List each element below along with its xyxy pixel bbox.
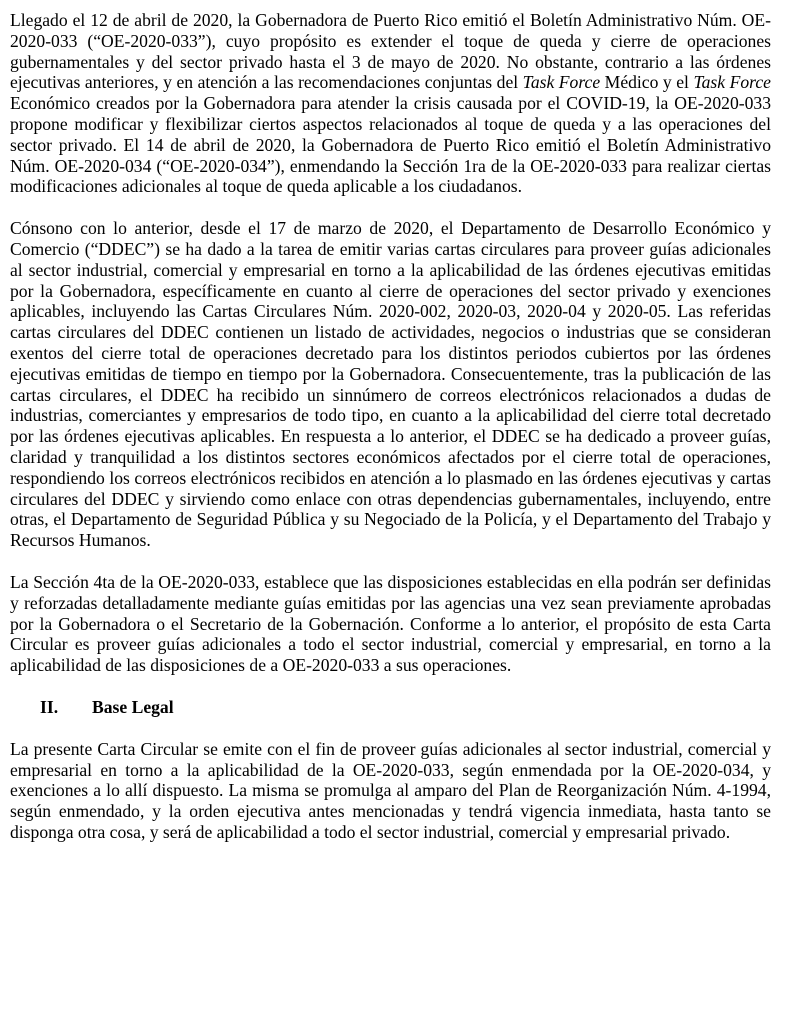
section-title: Base Legal	[92, 696, 174, 717]
paragraph-4: La presente Carta Circular se emite con el fin de proveer guías adicionales al sector industrial, comercial y empresarial en torno a la aplicabilidad de la OE-2020-033, según enmendada por la OE-2020-034, y exenciones a lo allí dispuesto. La misma se promulga al amparo del Plan de Reorganización Núm. 4-1994, según enmendado, y la orden ejecutiva antes mencionadas y tendrá vigencia inmediata, hasta tanto se disponga otra cosa, y será de aplicabilidad a todo el sector industrial, comercial y empresarial privado.	[10, 738, 771, 842]
paragraph-1-text-c: Económico creados por la Gobernadora para atender la crisis causada por el COVID-19, la OE-2020-033 propone modificar y flexibilizar ciertos aspectos relacionados al toque de queda y a las operaciones del sector privado. El 14 de abril de 2020, la Gobernadora de Puerto Rico emitió el Boletín Administrativo Núm. OE-2020-034 (“OE-2020-034”), enmendando la Sección 1ra de la OE-2020-033 para realizar ciertas modificaciones adicionales al toque de queda aplicable a los ciudadanos.	[10, 93, 771, 197]
paragraph-3: La Sección 4ta de la OE-2020-033, establece que las disposiciones establecidas en ella podrán ser definidas y reforzadas detalladamente mediante guías emitidas por las agencias una vez sean previamente aprobadas por la Gobernadora o el Secretario de la Gobernación. Conforme a lo anterior, el propósito de esta Carta Circular es proveer guías adicionales a todo el sector industrial, comercial y empresarial, en torno a la aplicabilidad de las disposiciones de a OE-2020-033 a sus operaciones.	[10, 571, 771, 676]
section-number: II.	[40, 696, 59, 717]
paragraph-gap	[10, 718, 771, 739]
paragraph-1	[10, 10, 771, 197]
paragraph-gap	[10, 551, 771, 572]
section-heading	[10, 697, 771, 718]
paragraph-1-text-a: Llegado el 12 de abril de 2020, la Gobernadora de Puerto Rico emitió el Boletín Administrativo Núm. OE-2020-033 (“OE-2020-033”), cuyo propósito es extender el toque de queda y cierre de operaciones gubernamentales y del sector privado hasta el 3 de mayo de 2020. No obstante, contrario a las órdenes ejecutivas anteriores, y en atención a las recomendaciones conjuntas del	[10, 10, 771, 93]
paragraph-1-italic-b: Task Force	[693, 72, 771, 93]
paragraph-1-text-b: Médico y el	[600, 72, 694, 93]
paragraph-gap	[10, 676, 771, 697]
paragraph-2: Cónsono con lo anterior, desde el 17 de marzo de 2020, el Departamento de Desarrollo Económico y Comercio (“DDEC”) se ha dado a la tarea de emitir varias cartas circulares para proveer guías adicionales al sector industrial, comercial y empresarial en torno a la aplicabilidad de las órdenes ejecutivas emitidas por la Gobernadora, específicamente en cuanto al cierre de operaciones del sector privado y exenciones aplicables, incluyendo las Cartas Circulares Núm. 2020-002, 2020-03, 2020-04 y 2020-05. Las referidas cartas circulares del DDEC contienen un listado de actividades, negocios o industrias que se consideran exentos del cierre total de operaciones decretado para los distintos periodos cubiertos por las órdenes ejecutivas emitidas de tiempo en tiempo por la Gobernadora. Consecuentemente, tras la publicación de las cartas circulares, el DDEC ha recibido un sinnúmero de correos electrónicos relacionados a dudas de industrias, comerciantes y empresarios de todo tipo, en cuanto a la aplicabilidad del cierre total decretado por las órdenes ejecutivas aplicables. En respuesta a lo anterior, el DDEC se ha dedicado a proveer guías, claridad y tranquilidad a los distintos sectores económicos afectados por el cierre total de operaciones, respondiendo los correos electrónicos recibidos en atención a lo plasmado en las órdenes ejecutivas y cartas circulares del DDEC y sirviendo como enlace con otras dependencias gubernamentales, incluyendo, entre otras, el Departamento de Seguridad Pública y su Negociado de la Policía, y el Departamento del Trabajo y Recursos Humanos.	[10, 218, 771, 551]
paragraph-1-italic-a: Task Force	[522, 72, 601, 93]
paragraph-gap	[10, 197, 771, 218]
